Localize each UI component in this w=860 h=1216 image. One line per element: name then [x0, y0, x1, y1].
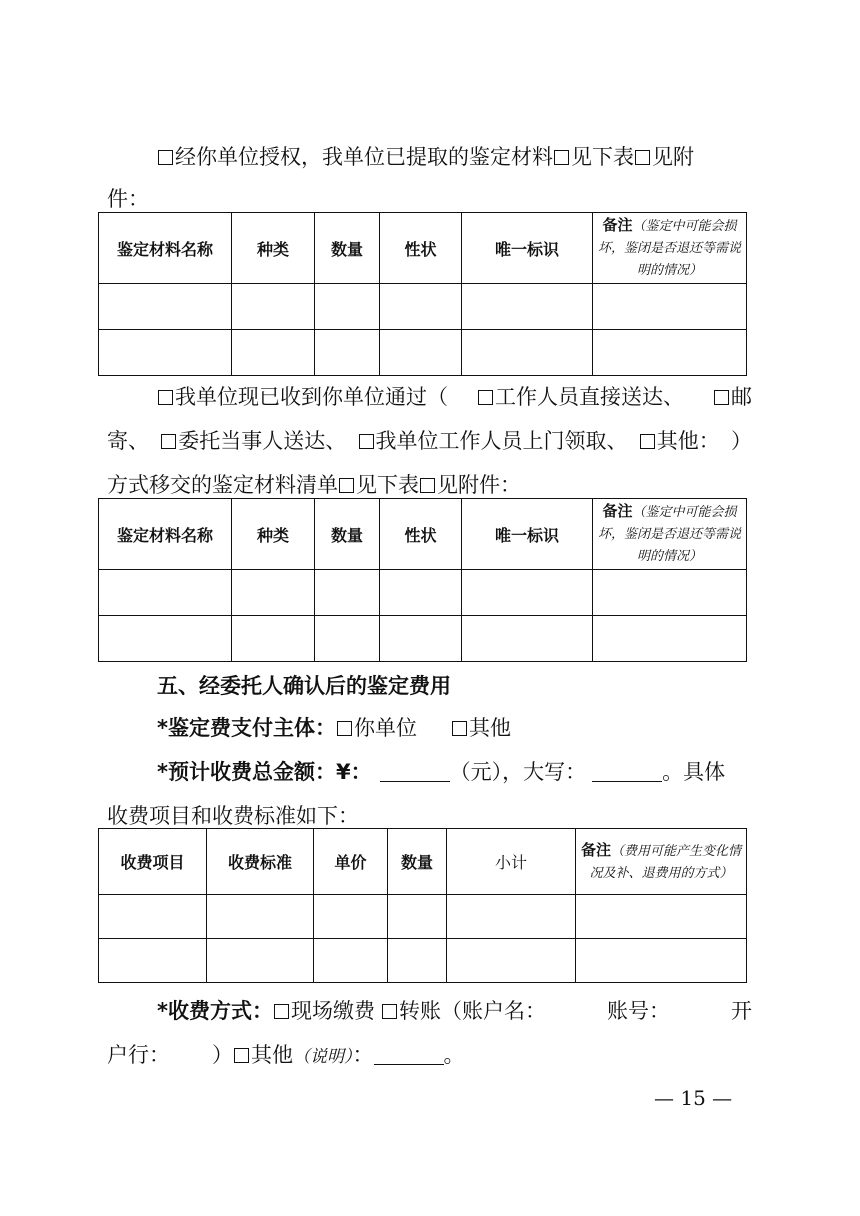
checkbox-see-table[interactable] [554, 150, 569, 165]
close-paren: ） [731, 429, 752, 453]
pickup-label: 我单位工作人员上门领取、 [375, 429, 628, 453]
see-attachment-label: 见附件： [437, 473, 521, 497]
materials-table-1 [98, 212, 747, 376]
mail-label-cont: 寄、 [107, 429, 149, 453]
section5-heading: 五、经委托人确认后的鉴定费用 [157, 674, 451, 698]
bank-label-start: 开 [730, 999, 752, 1023]
table-cell[interactable] [99, 284, 232, 330]
total-in-words-field[interactable] [592, 759, 662, 782]
transfer-label: 转账（账户名： [398, 999, 546, 1023]
total-label: *预计收费总金额：¥： [157, 760, 372, 784]
col-note [593, 499, 747, 570]
table-row [99, 616, 747, 662]
col-note [576, 829, 747, 895]
table-cell[interactable] [99, 330, 232, 376]
table-cell[interactable] [593, 616, 747, 662]
note-text: （鉴定中可能会损坏，鉴闭是否退还等需说明的情况） [597, 219, 741, 278]
table-cell[interactable] [315, 616, 380, 662]
table-cell[interactable] [462, 284, 593, 330]
checkbox-payer-other[interactable] [452, 721, 467, 736]
total-amount-field[interactable] [380, 759, 450, 782]
explain-label: （说明） [293, 1047, 353, 1067]
table-cell[interactable] [99, 616, 232, 662]
col-unique-id: 唯一标识 [462, 213, 593, 284]
direct-delivery-label: 工作人员直接送达、 [495, 385, 684, 409]
table-cell[interactable] [380, 284, 462, 330]
col-unit-price: 单价 [314, 829, 388, 895]
total-end-text: 。具体 [662, 760, 726, 784]
see-table-label: 见下表 [571, 145, 634, 169]
checkbox-onsite-payment[interactable] [274, 1004, 289, 1019]
items-intro-line: 收费项目和收费标准如下： [107, 804, 359, 828]
checkbox-entrusted-party[interactable] [161, 434, 176, 449]
table-cell[interactable] [232, 284, 315, 330]
checkbox-mail[interactable] [714, 390, 729, 405]
fee-table [98, 828, 747, 983]
table-row [99, 895, 747, 939]
table-cell[interactable] [593, 284, 747, 330]
col-unique-id: 唯一标识 [462, 499, 593, 570]
table-cell[interactable] [315, 284, 380, 330]
checkbox-see-table[interactable] [339, 478, 354, 493]
table-cell[interactable] [232, 616, 315, 662]
checkbox-received[interactable] [158, 390, 173, 405]
onsite-payment-label: 现场缴费 [290, 999, 375, 1023]
payment-other-field[interactable] [374, 1042, 444, 1065]
para2-line3 [107, 470, 521, 500]
table-header-row [99, 499, 747, 570]
close-paren: ） [212, 1043, 233, 1067]
table-cell[interactable] [99, 570, 232, 616]
table-cell[interactable] [315, 570, 380, 616]
table-cell[interactable] [207, 939, 314, 983]
checkbox-pickup[interactable] [359, 434, 374, 449]
para1-line2 [107, 184, 149, 214]
note-text: （费用可能产生变化情况及补、退费用的方式） [589, 843, 742, 881]
table-cell[interactable] [99, 895, 207, 939]
para2-segment [160, 426, 346, 456]
para2-segment [358, 426, 628, 456]
col-type: 种类 [232, 499, 315, 570]
checkbox-see-attachment[interactable] [635, 150, 650, 165]
table-row [99, 330, 747, 376]
para2-line1 [157, 382, 752, 412]
table-cell[interactable] [232, 330, 315, 376]
other-method-label: 其他： [656, 429, 720, 453]
table-row [99, 570, 747, 616]
para2-segment [477, 382, 684, 412]
col-type: 种类 [232, 213, 315, 284]
table-cell[interactable] [462, 330, 593, 376]
para2-text: 我单位现已收到你单位通过（ [175, 385, 448, 409]
total-line [157, 757, 725, 787]
checkbox-other-method[interactable] [640, 434, 655, 449]
checkbox-direct-delivery[interactable] [478, 390, 493, 405]
col-material-name: 鉴定材料名称 [99, 499, 232, 570]
mail-label: 邮 [731, 385, 752, 409]
table-cell[interactable] [207, 895, 314, 939]
note-title: 备注 [580, 840, 611, 859]
checkbox-see-attachment[interactable] [420, 478, 435, 493]
checkbox-payment-other[interactable] [234, 1048, 249, 1063]
table-cell[interactable] [388, 895, 447, 939]
payer-your-unit-label: 你单位 [353, 716, 417, 740]
table-header-row [99, 829, 747, 895]
payment-line1 [157, 996, 752, 1026]
table-cell[interactable] [388, 939, 447, 983]
payer-line [157, 713, 511, 743]
payment-label: *收费方式： [157, 999, 273, 1023]
note-text: （鉴定中可能会损坏，鉴闭是否退还等需说明的情况） [597, 505, 741, 564]
para1-text: 经你单位授权，我单位已提取的鉴定材料 [175, 145, 553, 169]
table-cell[interactable] [593, 570, 747, 616]
entrusted-party-label: 委托当事人送达、 [178, 429, 347, 453]
table-cell[interactable] [462, 616, 593, 662]
payment-segment [157, 996, 546, 1026]
table-cell[interactable] [380, 330, 462, 376]
col-property: 性状 [380, 499, 462, 570]
table-cell[interactable] [576, 895, 747, 939]
para2-segment [713, 382, 752, 412]
col-quantity: 数量 [315, 499, 380, 570]
table-cell[interactable] [462, 570, 593, 616]
table-cell[interactable] [380, 570, 462, 616]
col-fee-standard: 收费标准 [207, 829, 314, 895]
para1-line1 [157, 142, 694, 172]
checkbox[interactable] [158, 150, 173, 165]
col-quantity: 数量 [315, 213, 380, 284]
table-cell[interactable] [315, 330, 380, 376]
checkbox-transfer[interactable] [382, 1004, 397, 1019]
table-cell[interactable] [232, 570, 315, 616]
table-cell[interactable] [593, 330, 747, 376]
col-fee-item: 收费项目 [99, 829, 207, 895]
payer-label: *鉴定费支付主体： [157, 716, 336, 740]
para2-line2 [107, 426, 752, 456]
period: 。 [443, 1043, 465, 1067]
payment-other-label: 其他 [251, 1043, 293, 1067]
table-cell[interactable] [314, 895, 388, 939]
page-number: — 15 — [654, 1086, 733, 1110]
para2-segment [639, 426, 720, 456]
table-cell[interactable] [380, 616, 462, 662]
col-subtotal: 小计 [447, 829, 576, 895]
table-cell[interactable] [576, 939, 747, 983]
payer-other-label: 其他 [468, 716, 511, 740]
table-cell[interactable] [314, 939, 388, 983]
col-note [593, 213, 747, 284]
para2-segment [157, 382, 448, 412]
materials-table-2 [98, 498, 747, 662]
note-title: 备注 [602, 502, 633, 520]
col-material-name: 鉴定材料名称 [99, 213, 232, 284]
see-attachment-label: 见附 [652, 145, 694, 169]
table-cell[interactable] [99, 939, 207, 983]
col-quantity: 数量 [388, 829, 447, 895]
para1-continuation: 件： [107, 187, 149, 211]
table-cell[interactable] [447, 939, 576, 983]
account-number-label: 账号： [606, 999, 670, 1023]
total-unit-label: （元），大写： [449, 760, 587, 784]
table-header-row [99, 213, 747, 284]
checkbox-payer-your-unit[interactable] [337, 721, 352, 736]
note-title: 备注 [602, 216, 633, 234]
table-row [99, 284, 747, 330]
bank-label-end: 户行： [107, 1043, 170, 1067]
payment-line2 [107, 1040, 465, 1072]
para2-text: 方式移交的鉴定材料清单 [107, 473, 338, 497]
col-property: 性状 [380, 213, 462, 284]
colon: ： [352, 1043, 374, 1067]
table-cell[interactable] [447, 895, 576, 939]
table-row [99, 939, 747, 983]
see-table-label: 见下表 [356, 473, 419, 497]
